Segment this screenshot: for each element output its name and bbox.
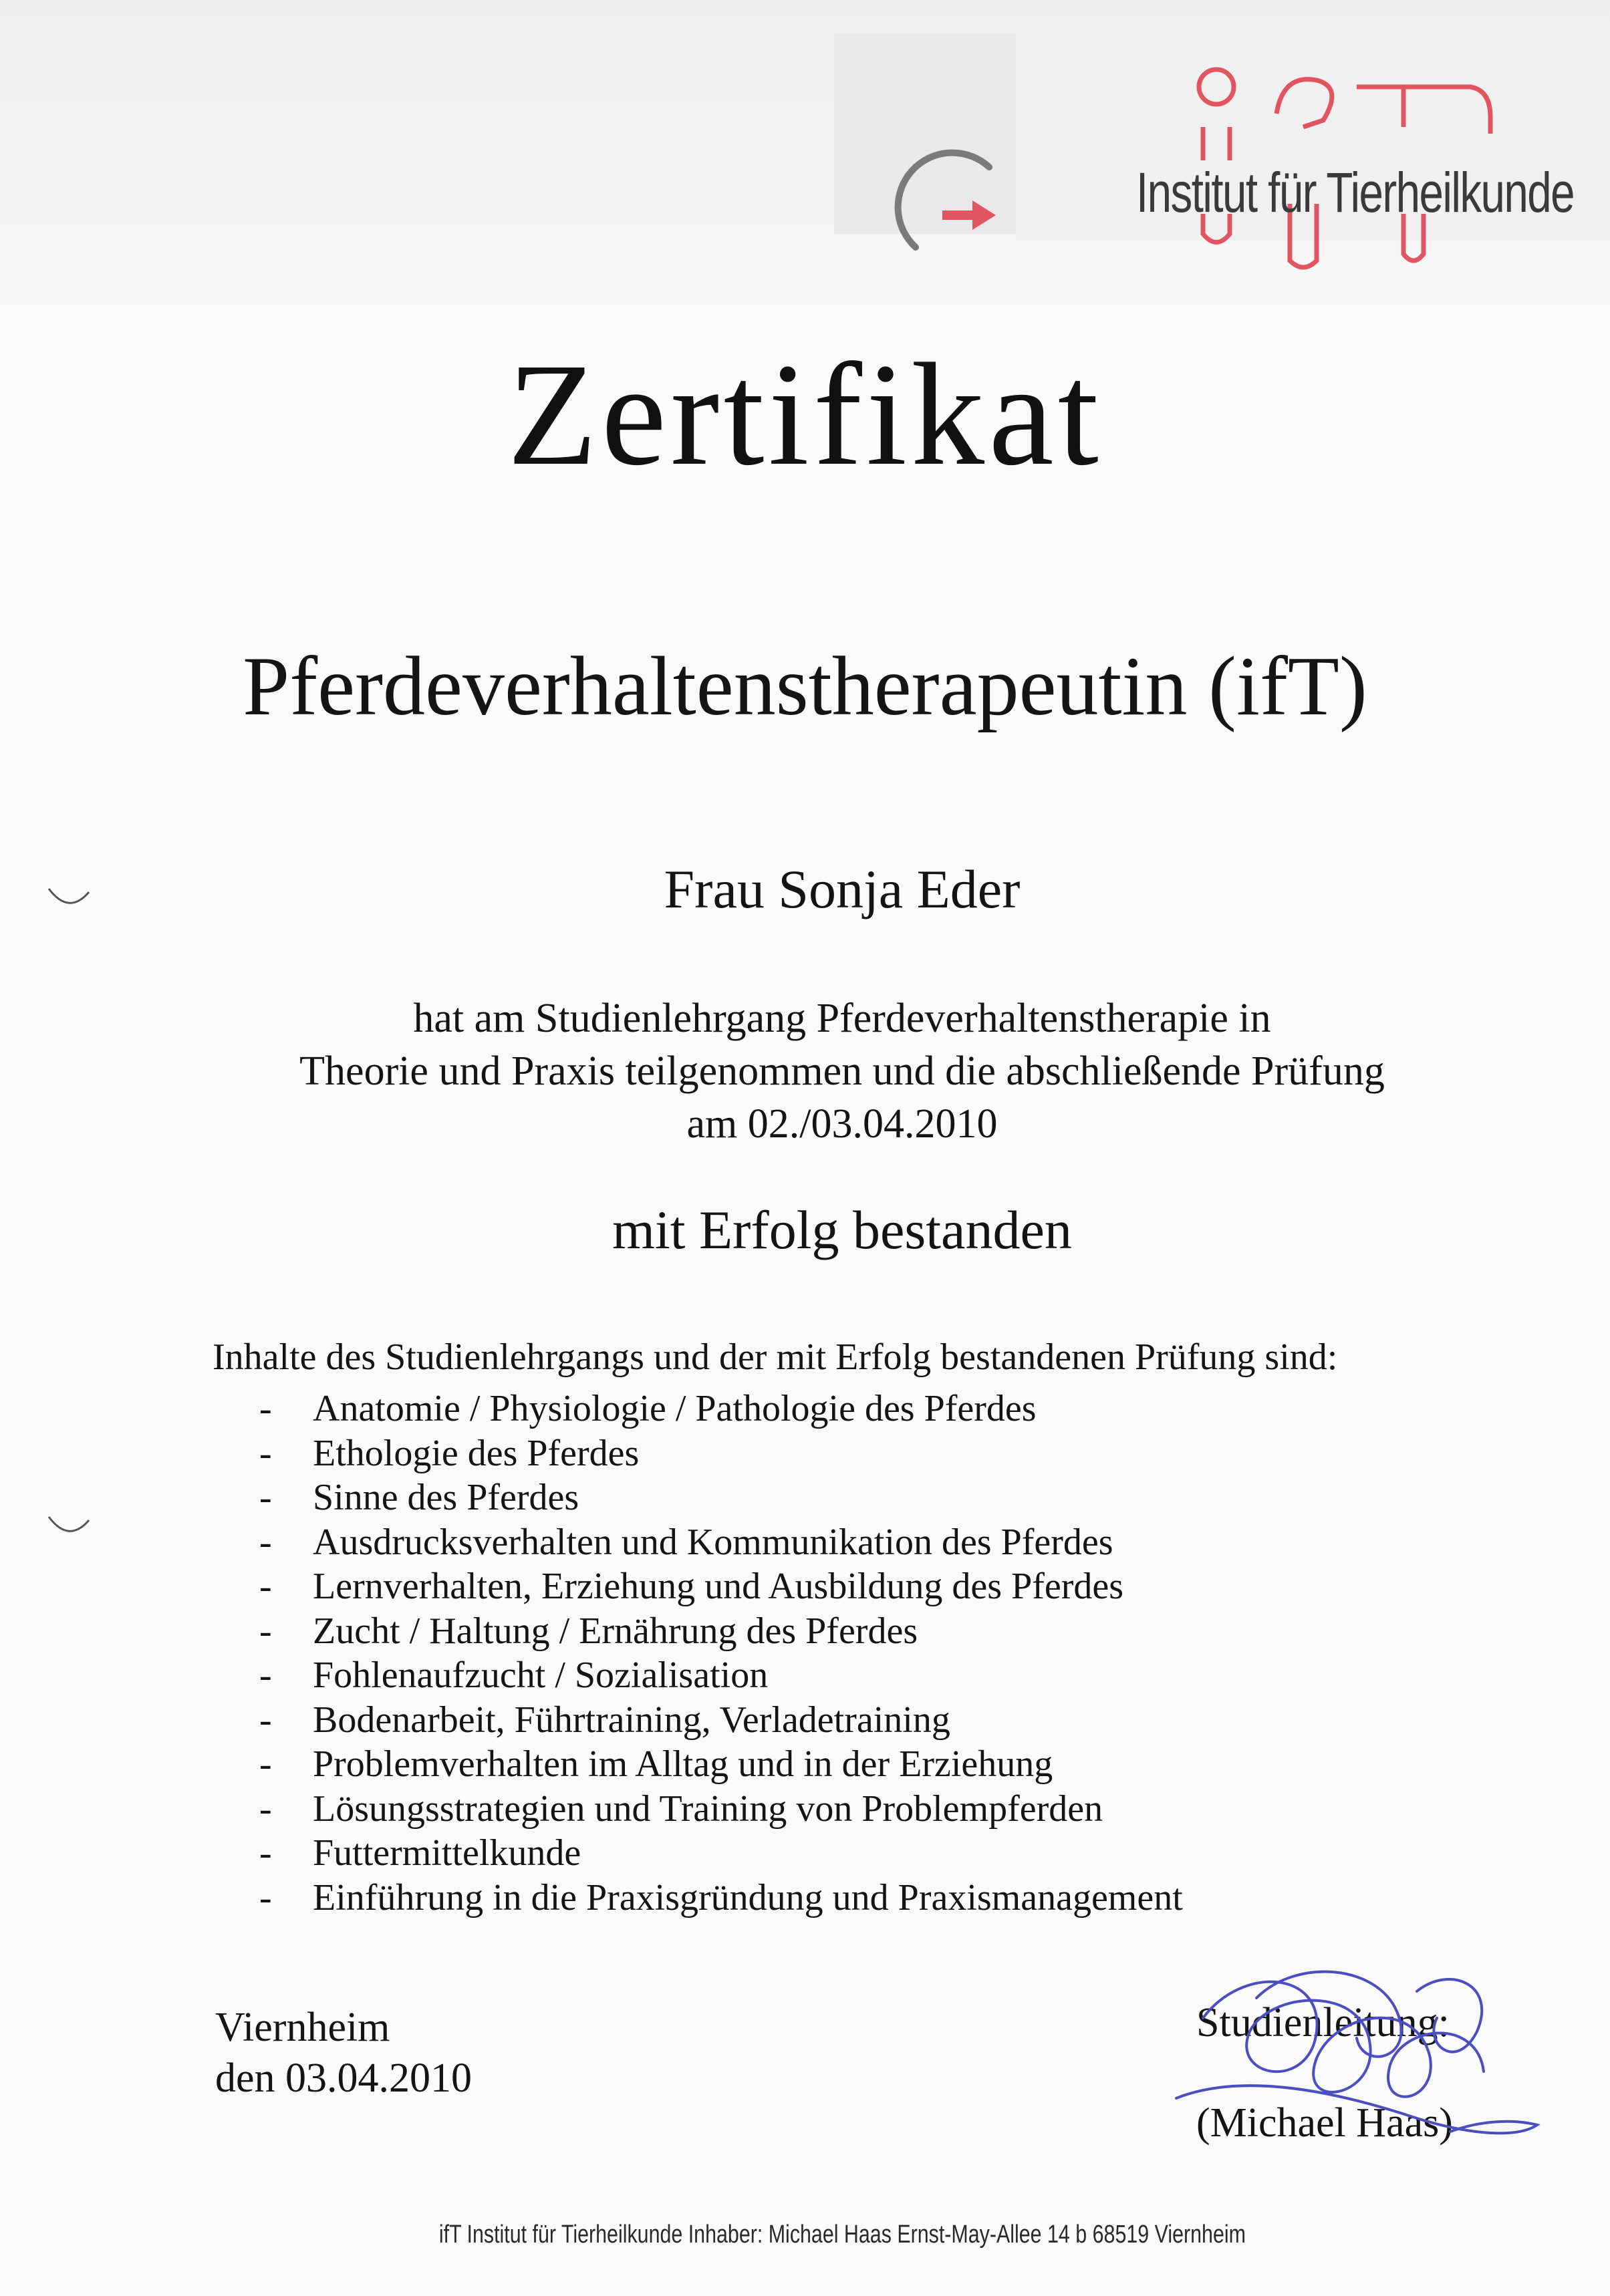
- statement-line: am 02./03.04.2010: [686, 1101, 998, 1147]
- handwritten-signature: [1163, 1958, 1551, 2178]
- certificate-title: Zertifikat: [507, 333, 1103, 496]
- logo-text: Institut für Tierheilkunde: [1136, 161, 1575, 224]
- recipient-name: Frau Sonja Eder: [664, 859, 1021, 919]
- swirl-arrow-icon: [889, 147, 1009, 254]
- list-item: [259, 1787, 1183, 1832]
- place: Viernheim: [215, 2005, 390, 2050]
- signatory-name: (Michael Haas): [1196, 2100, 1453, 2146]
- list-bullet: -: [259, 1566, 272, 1607]
- result-text: mit Erfolg bestanden: [612, 1199, 1072, 1260]
- list-bullet: -: [259, 1787, 272, 1830]
- footer-address: [0, 2222, 1610, 2247]
- list-item-text: Anatomie / Physiologie / Pathologie des Pferdes: [313, 1388, 1037, 1429]
- signatory-label: Studienleitung:: [1196, 2000, 1450, 2045]
- place-and-date: [215, 2002, 472, 2104]
- list-item-text: Ausdrucksverhalten und Kommunikation des Pferdes: [313, 1521, 1113, 1563]
- list-item: [259, 1698, 1183, 1743]
- list-bullet: -: [259, 1743, 272, 1785]
- contents-intro: Inhalte des Studienlehrgangs und der mit Erfolg bestandenen Prüfung sind:: [213, 1336, 1338, 1378]
- list-bullet: -: [259, 1477, 272, 1518]
- list-item: [259, 1475, 1183, 1520]
- list-item-text: Einführung in die Praxisgründung und Praxismanagement: [313, 1876, 1183, 1918]
- list-bullet: -: [259, 1521, 272, 1563]
- list-item: [259, 1431, 1183, 1476]
- list-bullet: -: [259, 1610, 272, 1652]
- list-item-text: Futtermittelkunde: [313, 1832, 581, 1874]
- contents-list: [259, 1387, 1183, 1920]
- list-item-text: Lösungsstrategien und Training von Problempferden: [313, 1787, 1103, 1830]
- list-item-text: Lernverhalten, Erziehung und Ausbildung des Pferdes: [313, 1566, 1124, 1607]
- completion-statement: [0, 992, 1610, 1151]
- statement-line: Theorie und Praxis teilgenommen und die abschließende Prüfung: [299, 1048, 1385, 1094]
- issue-date: den 03.04.2010: [215, 2055, 473, 2101]
- list-item: [259, 1742, 1183, 1787]
- list-bullet: -: [259, 1388, 272, 1429]
- statement-line: hat am Studienlehrgang Pferdeverhaltenstherapie in: [413, 996, 1271, 1041]
- list-item: [259, 1520, 1183, 1565]
- list-item-text: Fohlenaufzucht / Sozialisation: [313, 1655, 769, 1696]
- list-item-text: Zucht / Haltung / Ernährung des Pferdes: [313, 1610, 918, 1652]
- punch-hole-mark: [45, 1514, 92, 1540]
- footer-text: ifT Institut für Tierheilkunde Inhaber: Michael Haas Ernst-May-Allee 14 b 68519 Viernheim: [438, 2220, 1246, 2249]
- list-item-text: Problemverhalten im Alltag und in der Erziehung: [313, 1743, 1053, 1785]
- list-item-text: Bodenarbeit, Führtraining, Verladetraining: [313, 1699, 950, 1741]
- list-item: [259, 1876, 1183, 1920]
- list-bullet: -: [259, 1655, 272, 1696]
- list-item: [259, 1387, 1183, 1431]
- list-bullet: -: [259, 1432, 272, 1474]
- list-item-text: Sinne des Pferdes: [313, 1477, 579, 1518]
- qualification-title: Pferdeverhaltenstherapeutin (ifT): [243, 640, 1367, 733]
- list-item: [259, 1653, 1183, 1698]
- list-item: [259, 1609, 1183, 1654]
- list-item-text: Ethologie des Pferdes: [313, 1432, 640, 1474]
- list-item: [259, 1564, 1183, 1609]
- institute-logo: [1123, 60, 1591, 281]
- list-bullet: -: [259, 1832, 272, 1874]
- list-item: [259, 1831, 1183, 1876]
- list-bullet: -: [259, 1699, 272, 1741]
- list-bullet: -: [259, 1876, 272, 1918]
